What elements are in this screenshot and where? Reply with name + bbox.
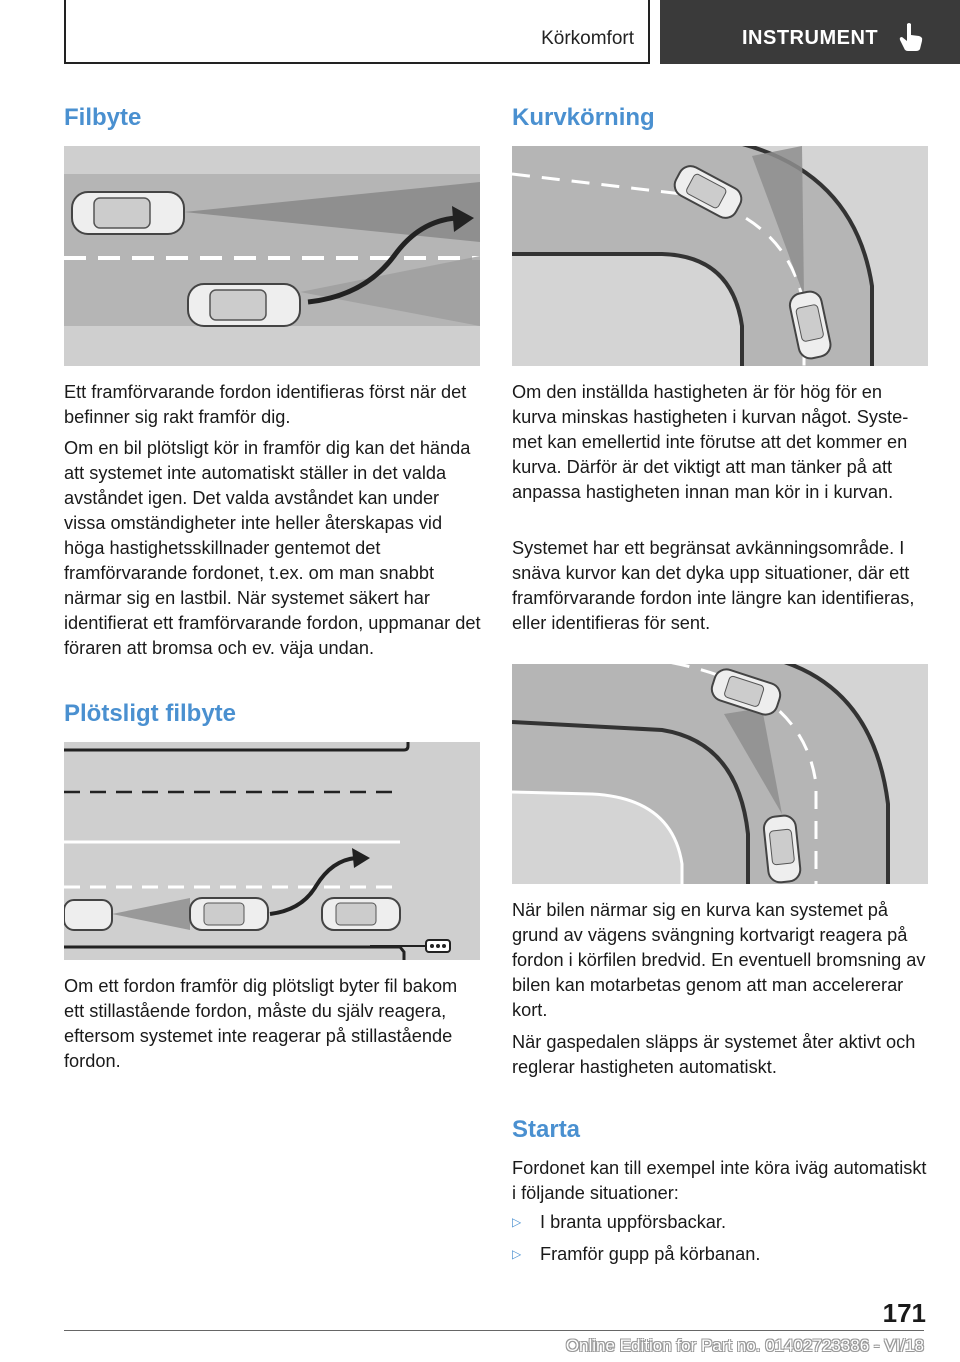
paragraph-kurvkorning-3: När bilen närmar sig en kurva kan systemet på grund av vägens svängning kortvarigt reagera på fordon i körfilen bredvid. En eventuell bromsning av bilen kan motarbetas genom att man accelererar kort. — [512, 900, 926, 1020]
paragraph-kurvkorning-4: När gaspedalen släpps är systemet åter aktivt och reglerar hastigheten automatiskt. — [512, 1032, 916, 1077]
paragraph-starta: Fordonet kan till exempel inte köra iväg automatiskt i följande situationer: — [512, 1158, 927, 1203]
paragraph-kurvkorning-1: Om den inställda hastigheten är för hög för en kurva minskas hastigheten i kurvan något. Systemet kan emellertid inte förutse att det kommer en kurva. Därför är det viktigt att man tänker på att anpassa hastigheten innan man kör in i kurvan. — [512, 382, 909, 502]
paragraph-kurvkorning-2: Systemet har ett begränsat avkänningsområde. I snäva kurvor kan det dyka upp situationer, där ett framförvarande fordon inte längre kan identifieras, eller identifieras för sent. — [512, 538, 915, 633]
header-chapter-label: INSTRUMENT — [742, 27, 879, 49]
footer-divider — [64, 1330, 924, 1331]
heading-kurvkorning: Kurvkörning — [512, 104, 655, 131]
heading-plotsligt-filbyte: Plötsligt filbyte — [64, 700, 237, 727]
hand-pointer-icon — [898, 22, 924, 52]
header-section-title: Körkomfort — [541, 28, 634, 49]
triangle-bullet-icon: ▷ — [512, 1215, 522, 1229]
illustration-curve-adjacent-lane — [512, 664, 928, 884]
heading-starta: Starta — [512, 1116, 581, 1143]
footer-edition: Online Edition for Part no. 01402723386 - VI/18 — [565, 1336, 924, 1355]
heading-filbyte: Filbyte — [64, 104, 142, 131]
header-section-box — [64, 0, 650, 64]
illustration-sudden-lane-change — [64, 742, 480, 960]
page-number: 171 — [882, 1298, 926, 1328]
illustration-lane-change — [64, 146, 480, 366]
paragraph-filbyte-2: Om en bil plötsligt kör in framför dig kan det hända att systemet inte automatiskt ställer in det valda avståndet igen. Det valda avståndet kan under vissa omständigheter inte heller återskapas vid höga hastighetsskillnader gentemot det framförvarande fordonet, t.ex. om man snabbt närmar sig en lastbil. När systemet säkert har identifierat ett framförvarande fordon, uppmanar det föraren att bromsa och ev. väja undan. — [64, 438, 481, 658]
header-chapter-tab[interactable] — [660, 0, 960, 64]
illustration-curve-driving — [512, 146, 928, 366]
paragraph-filbyte-1: Ett framförvarande fordon identifieras först när det befinner sig rakt framför dig. — [64, 382, 467, 427]
triangle-bullet-icon: ▷ — [512, 1247, 522, 1261]
paragraph-plotsligt-filbyte: Om ett fordon framför dig plötsligt byter fil bakom ett stillastående fordon, måste du själv reagera, eftersom systemet inte reagerar på stillastående fordon. — [64, 976, 458, 1071]
